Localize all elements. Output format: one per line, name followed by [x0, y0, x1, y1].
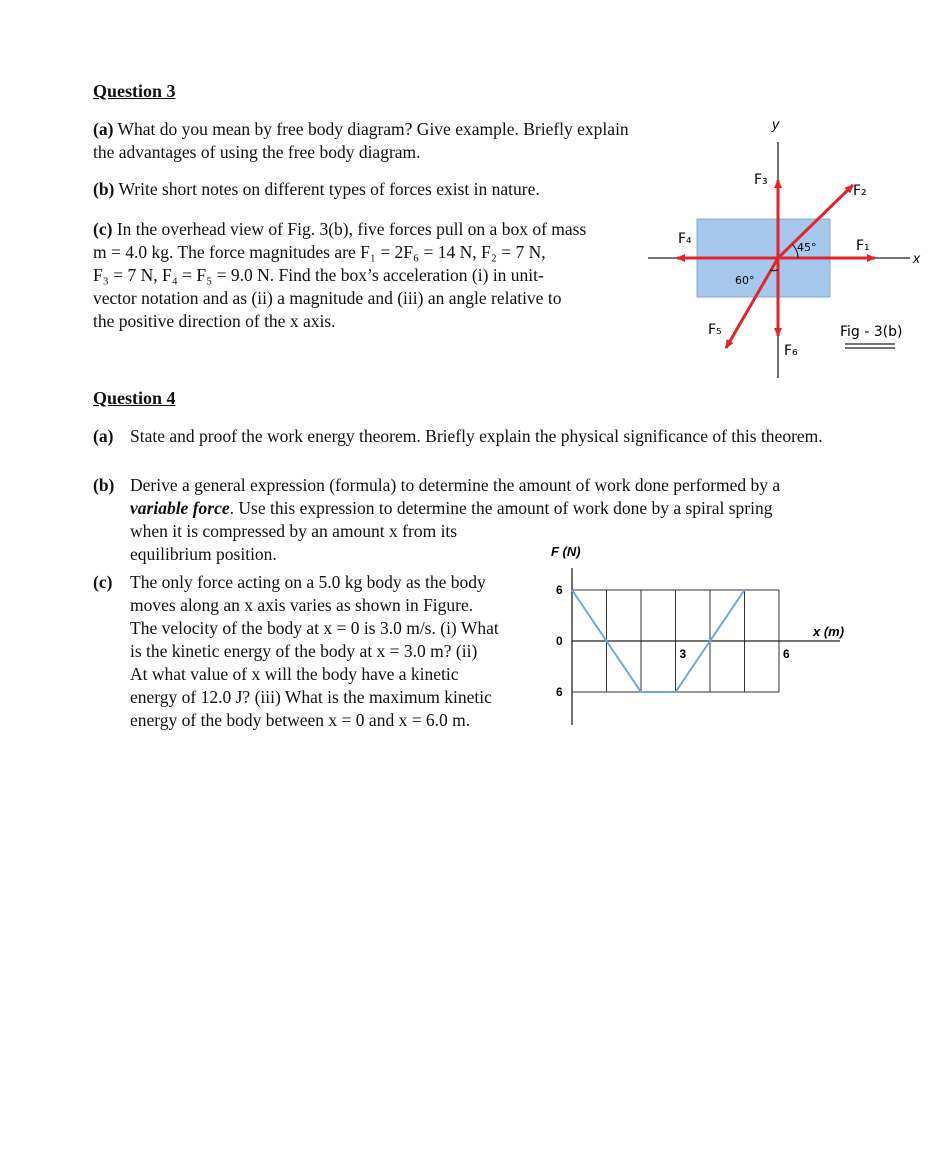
q3-title: Question 3	[93, 81, 176, 101]
f4-label: F₄	[678, 231, 692, 247]
q4-part-a	[93, 425, 857, 448]
q4-c-line1: The only force acting on a 5.0 kg body as the body	[130, 572, 486, 592]
q4-c-line3: The velocity of the body at x = 0 is 3.0 m/s. (i) What	[130, 618, 499, 638]
q4-c-label: (c)	[93, 572, 113, 592]
y-tick-label: 0	[556, 634, 563, 648]
force-position-chart	[535, 540, 855, 730]
q3-c-label: (c)	[93, 219, 113, 239]
q4-a-text: State and proof the work energy theorem. Briefly explain the physical significance of this theorem.	[130, 426, 823, 446]
q3-part-c	[93, 218, 633, 333]
q4-part-c	[93, 571, 533, 732]
f1-label: F₁	[856, 238, 870, 254]
q4-c-line7: energy of the body between x = 0 and x = 6.0 m.	[130, 710, 471, 730]
f6-label: F₆	[784, 343, 798, 359]
angle-60-arc	[770, 270, 778, 271]
q4-b-label: (b)	[93, 475, 115, 495]
x-tick-label: 6	[783, 647, 790, 661]
chart-xlabel: x (m)	[813, 624, 845, 639]
q3-c-line1: In the overhead view of Fig. 3(b), five forces pull on a box of mass	[116, 219, 587, 239]
q4-c-line6: energy of 12.0 J? (iii) What is the maximum kinetic	[130, 687, 492, 707]
q4-c-line2: moves along an x axis varies as shown in Figure.	[130, 595, 474, 615]
f5-label: F₅	[708, 322, 722, 338]
q4-b-emph: variable force	[130, 498, 230, 518]
chart-ylabel: F (N)	[551, 544, 581, 559]
f3-label: F₃	[754, 172, 768, 188]
angle-60-label: 60°	[735, 274, 755, 287]
q3-a-label: (a)	[93, 119, 114, 139]
q4-c-line4: is the kinetic energy of the body at x = 3.0 m? (ii)	[130, 641, 478, 661]
q4-b-line2	[130, 497, 857, 520]
y-tick-label: 6	[556, 583, 563, 597]
q3-c-line2: m = 4.0 kg. The force magnitudes are F₁ = 2F₆ = 14 N, F₂ = 7 N,	[93, 242, 546, 262]
q3-c-line5: the positive direction of the x axis.	[93, 311, 336, 331]
q3-a-text: What do you mean by free body diagram? Give example. Briefly explain the advantages of using the free body diagram.	[93, 119, 629, 162]
q3-b-text: Write short notes on different types of forces exist in nature.	[118, 179, 540, 199]
f2-label: F₂	[853, 183, 867, 199]
y-tick-label: 6	[556, 685, 563, 699]
q4-b-line3: when it is compressed by an amount x from its	[130, 521, 458, 541]
q4-title: Question 4	[93, 388, 176, 408]
fig-3b-diagram	[640, 112, 930, 384]
q4-c-line5: At what value of x will the body have a kinetic	[130, 664, 459, 684]
fig-3b-caption: Fig - 3(b)	[840, 324, 903, 340]
q4-b-line1: Derive a general expression (formula) to determine the amount of work done performed by a	[130, 475, 781, 495]
q3-part-b	[93, 178, 653, 201]
q4-a-label: (a)	[93, 426, 114, 446]
q3-b-label: (b)	[93, 179, 115, 199]
q3-part-a	[93, 118, 638, 164]
q3-c-line4: vector notation and as (ii) a magnitude and (iii) an angle relative to	[93, 288, 562, 308]
x-tick-label: 3	[679, 647, 687, 661]
q4-b-line2-rest: . Use this expression to determine the amount of work done by a spiral spring	[229, 498, 773, 518]
x-axis-label: x	[913, 250, 920, 266]
q3-c-line3: F₃ = 7 N, F₄ = F₅ = 9.0 N. Find the box’s acceleration (i) in unit-	[93, 265, 544, 285]
y-axis-label: y	[772, 116, 779, 132]
angle-45-label: 45°	[797, 241, 817, 254]
q4-b-line4: equilibrium position.	[130, 544, 277, 564]
